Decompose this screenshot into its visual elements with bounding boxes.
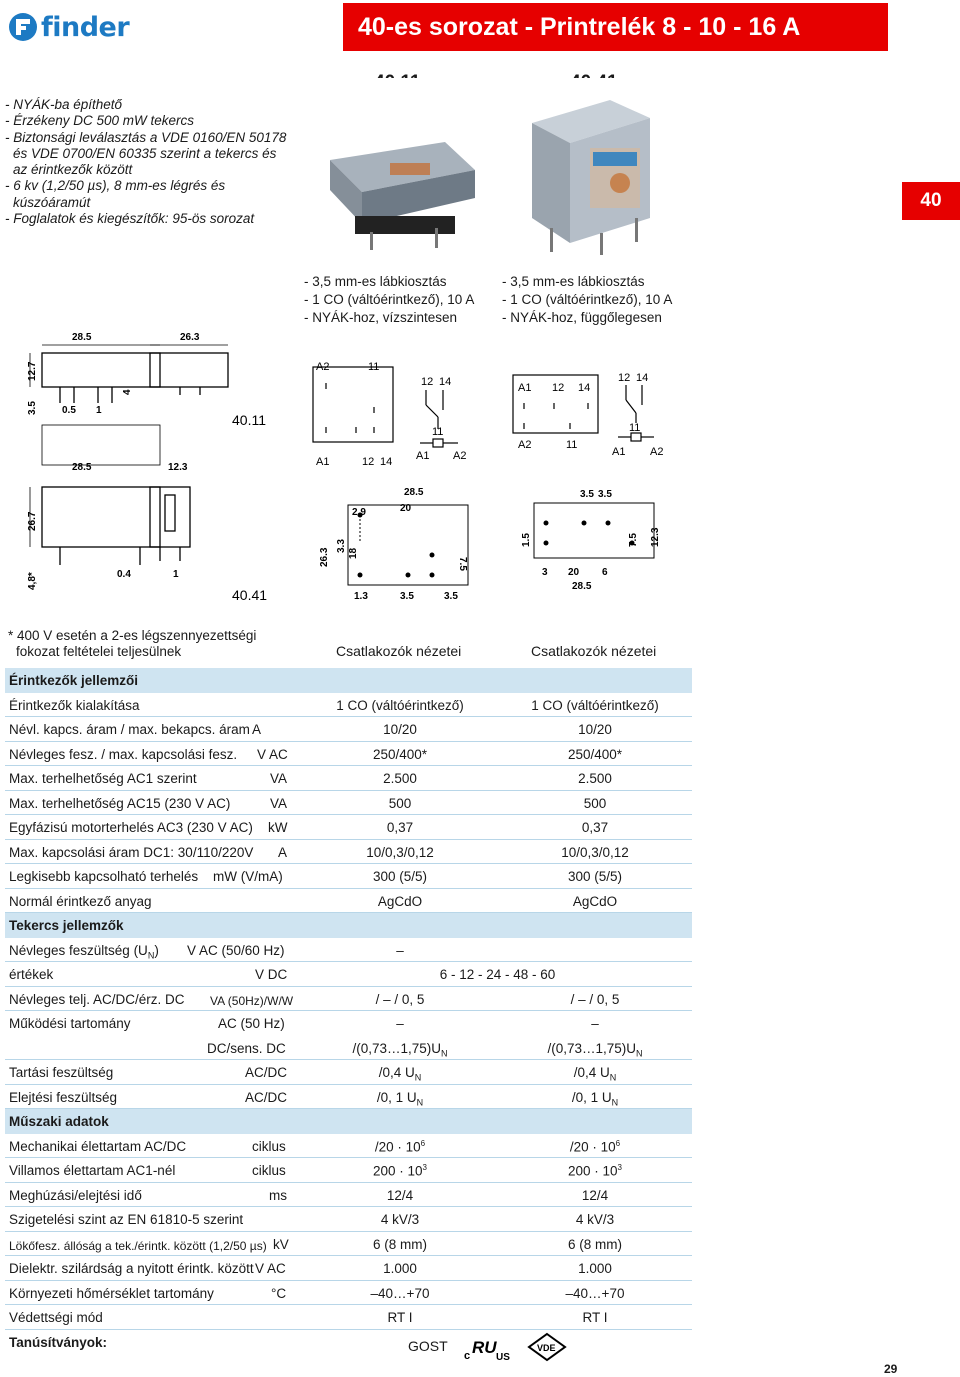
value-text: 200 · 10 xyxy=(373,1163,423,1179)
value-text: /(0,73…1,75)U xyxy=(352,1040,442,1056)
finder-logo-icon xyxy=(8,12,38,42)
value-40-41: 1.000 xyxy=(578,1261,612,1276)
section-title: Műszaki adatok xyxy=(9,1114,109,1129)
row-label: Mechanikai élettartam AC/DC xyxy=(9,1138,187,1154)
dim-label: 7.5 xyxy=(457,557,468,571)
table-row xyxy=(5,1060,692,1085)
value-40-41: 4 kV/3 xyxy=(575,1212,615,1227)
dim-label: 28.5 xyxy=(404,487,424,498)
row-unit: V AC xyxy=(255,1261,286,1276)
value-40-11: 12/4 xyxy=(386,1187,414,1203)
row-unit: kW xyxy=(268,820,288,835)
value-40-41 xyxy=(495,1065,695,1083)
row-label: Legkisebb kapcsolható terhelés xyxy=(9,869,199,884)
superscript: 3 xyxy=(422,1163,427,1172)
value-40-41 xyxy=(495,1139,695,1155)
value-40-41: / – / 0, 5 xyxy=(570,991,620,1007)
feature-item: az érintkezők között xyxy=(13,162,133,178)
value-40-11: / – / 0, 5 xyxy=(375,991,425,1007)
terminal-label: A1 xyxy=(518,382,532,394)
table-row xyxy=(5,938,692,963)
dim-label: 12.3 xyxy=(650,527,661,547)
row-label: Dielektr. szilárdság a nyitott érintk. között xyxy=(9,1261,254,1276)
value-40-11 xyxy=(300,1065,500,1083)
dim-label: 3.5 xyxy=(598,489,612,500)
value-40-41: 6 (8 mm) xyxy=(568,1236,622,1252)
row-unit: VA xyxy=(270,795,288,811)
section-title: Érintkezők jellemzői xyxy=(9,673,139,688)
terminal-label: A1 xyxy=(612,446,626,458)
value-40-11: 2.500 xyxy=(383,771,417,786)
row-unit: V DC xyxy=(255,967,288,982)
dim-label: 7.5 xyxy=(628,533,639,547)
value-40-11: – xyxy=(396,1016,404,1031)
dim-label: 3.5 xyxy=(27,401,38,415)
row-label: Szigetelési szint az EN 61810-5 szerint xyxy=(9,1212,244,1227)
table-row xyxy=(5,742,692,767)
value-40-11 xyxy=(300,1041,500,1059)
row-label-text: Névleges feszültség (U xyxy=(9,942,148,958)
schematic-40-11 xyxy=(308,355,493,470)
row-unit: ciklus xyxy=(252,1163,286,1178)
table-row xyxy=(5,1085,692,1110)
value-text: /0, 1 U xyxy=(571,1089,612,1105)
row-unit: °C xyxy=(271,1285,287,1301)
feature-item: - 6 kv (1,2/50 µs), 8 mm-es légrés és xyxy=(5,178,226,194)
svg-text:RU: RU xyxy=(472,1338,497,1357)
value-40-11: 4 kV/3 xyxy=(380,1212,420,1227)
table-row xyxy=(5,1207,692,1232)
terminal-label: 12 xyxy=(552,382,565,394)
dim-label: 26.7 xyxy=(27,511,38,531)
row-label: Max. kapcsolási áram DC1: 30/110/220V xyxy=(9,844,254,860)
value-40-11: 500 xyxy=(388,795,412,811)
subscript: N xyxy=(414,1072,422,1083)
row-label: Egyfázisú motorterhelés AC3 (230 V AC) xyxy=(9,820,253,835)
dimension-drawing-40-41 xyxy=(0,485,300,610)
pin-view-label: Csatlakozók nézetei xyxy=(336,643,462,659)
dim-label: 6 xyxy=(602,567,608,578)
svg-text:c: c xyxy=(464,1350,471,1362)
value-40-41: 10/20 xyxy=(578,722,612,737)
dim-label: 1 xyxy=(96,405,102,416)
feature-item: és VDE 0700/EN 60335 szerint a tekercs és xyxy=(13,145,277,161)
value-40-11: 1 CO (váltóérintkező) xyxy=(336,697,464,713)
vde-text: VDE xyxy=(537,1343,556,1353)
dim-label: 12.3 xyxy=(168,462,188,473)
row-unit: ms xyxy=(269,1187,287,1203)
drawing-model-label: 40.41 xyxy=(232,587,268,603)
row-label: Tartási feszültség xyxy=(9,1065,114,1080)
value-40-41: RT I xyxy=(582,1310,608,1325)
table-row xyxy=(5,1036,692,1061)
superscript: 3 xyxy=(617,1163,622,1172)
value-40-41: 1 CO (váltóérintkező) xyxy=(531,697,659,713)
value-40-11: AgCdO xyxy=(377,893,423,909)
row-unit: AC/DC xyxy=(245,1089,288,1105)
row-label-text: ) xyxy=(154,942,159,958)
row-label: Normál érintkező anyag xyxy=(9,893,152,909)
dim-label: 18 xyxy=(348,547,359,559)
schematic-40-41 xyxy=(508,355,693,470)
dim-label: 1 xyxy=(173,569,179,580)
row-label: Elejtési feszültség xyxy=(9,1089,118,1105)
superscript: 6 xyxy=(615,1138,621,1148)
row-unit: VA (50Hz)/W/W xyxy=(210,993,294,1008)
row-label: Környezeti hőmérséklet tartomány xyxy=(9,1285,214,1301)
table-row xyxy=(5,693,692,718)
dim-label: 28.5 xyxy=(72,332,92,343)
table-row xyxy=(5,1232,692,1257)
row-unit: mW (V/mA) xyxy=(213,869,283,884)
variant-note: - 3,5 mm-es lábkiosztás xyxy=(304,274,447,289)
pcb-layout-40-41 xyxy=(512,483,682,595)
terminal-label: A2 xyxy=(650,446,664,458)
table-row xyxy=(5,1158,692,1183)
ul-mark-icon xyxy=(464,1333,512,1363)
footnote-line: fokozat feltételei teljesülnek xyxy=(16,644,182,659)
value-text: /(0,73…1,75)U xyxy=(547,1040,637,1056)
dim-label: 26.3 xyxy=(319,547,330,567)
table-row xyxy=(5,840,692,865)
subscript: N xyxy=(636,1048,643,1059)
value-40-41: 300 (5/5) xyxy=(567,869,623,884)
ul-country: US xyxy=(496,1352,510,1363)
value-40-11: 300 (5/5) xyxy=(372,869,428,884)
feature-item: kúszóáramút xyxy=(13,194,91,210)
terminal-label: 12 xyxy=(362,456,375,468)
table-row xyxy=(5,889,692,914)
row-label: Max. terhelhetőség AC1 szerint xyxy=(9,771,197,786)
dim-label: 3 xyxy=(542,567,548,578)
dim-label: 1.3 xyxy=(354,591,368,602)
table-row xyxy=(5,1183,692,1208)
row-label: Villamos élettartam AC1-nél xyxy=(9,1163,176,1178)
dim-label: 26.3 xyxy=(180,332,200,343)
subscript: N xyxy=(416,1097,424,1108)
row-unit: A xyxy=(278,844,288,860)
row-label: Működési tartomány xyxy=(9,1016,131,1031)
value-text: /20 · 10 xyxy=(374,1139,421,1154)
section-header xyxy=(5,913,692,938)
value-40-41: 500 xyxy=(583,795,607,811)
value-40-41: 250/400* xyxy=(567,746,623,762)
value-text: /0,4 U xyxy=(378,1065,415,1080)
terminal-label: A1 xyxy=(316,456,330,468)
table-row xyxy=(5,815,692,840)
footnote-line: * 400 V esetén a 2-es légszennyezettségi xyxy=(8,628,257,643)
row-label: Érintkezők kialakítása xyxy=(9,697,140,713)
section-header xyxy=(5,1109,692,1134)
finder-logo xyxy=(8,10,138,44)
terminal-label: A2 xyxy=(316,361,330,373)
row-unit: V AC xyxy=(257,746,288,762)
row-label: Meghúzási/elejtési idő xyxy=(9,1187,142,1203)
page-number: 29 xyxy=(884,1362,898,1376)
value-text: 200 · 10 xyxy=(568,1163,618,1179)
section-title: Tekercs jellemzők xyxy=(9,918,124,933)
value-40-41: 0,37 xyxy=(581,820,609,835)
value-40-11 xyxy=(300,1163,500,1179)
row-label: Névleges fesz. / max. kapcsolási fesz. xyxy=(9,746,238,762)
page-title: 40-es sorozat - Printrelék 8 - 10 - 16 A xyxy=(343,3,888,51)
terminal-label: 11 xyxy=(566,439,578,451)
pin-view-label: Csatlakozók nézetei xyxy=(531,643,657,659)
terminal-label: A1 xyxy=(416,450,430,462)
variant-notes-40-41 xyxy=(502,273,672,327)
variant-note: - 3,5 mm-es lábkiosztás xyxy=(502,274,645,289)
relay-photo xyxy=(300,78,700,258)
gost-mark: GOST xyxy=(408,1338,448,1354)
value-40-11: 0,37 xyxy=(386,820,414,835)
value-40-11: 250/400* xyxy=(372,746,428,762)
subscript: N xyxy=(609,1072,617,1083)
dim-label: 4,8* xyxy=(27,572,38,590)
row-unit: AC (50 Hz) xyxy=(218,1016,285,1031)
row-label xyxy=(9,943,159,961)
value-40-11: 10/0,3/0,12 xyxy=(366,844,434,860)
row-unit: kV xyxy=(273,1236,289,1252)
variant-note: - NYÁK-hoz, vízszintesen xyxy=(304,310,458,325)
value-40-41: 12/4 xyxy=(581,1187,609,1203)
table-row xyxy=(5,962,692,987)
value-40-11 xyxy=(300,1090,500,1108)
dim-label: 1.5 xyxy=(521,533,532,547)
row-label: értékek xyxy=(9,967,54,982)
series-tab: 40 xyxy=(902,182,960,220)
terminal-label: 14 xyxy=(636,372,649,384)
dim-label: 0.4 xyxy=(117,569,131,580)
variant-notes-40-11 xyxy=(304,273,474,327)
dim-label: 3.5 xyxy=(400,591,414,602)
variant-note: - 1 CO (váltóérintkező), 10 A xyxy=(502,292,673,307)
table-row xyxy=(5,717,692,742)
row-unit: VA xyxy=(270,771,288,786)
subscript: N xyxy=(441,1048,448,1059)
table-row xyxy=(5,1330,692,1355)
dim-label: 28.5 xyxy=(72,462,92,473)
row-label: Névl. kapcs. áram / max. bekapcs. áram xyxy=(9,722,250,737)
variant-note: - NYÁK-hoz, függőlegesen xyxy=(502,310,662,325)
terminal-label: 12 xyxy=(618,372,631,384)
value-40-41 xyxy=(495,1090,695,1108)
dim-label: 2.9 xyxy=(352,507,366,518)
row-label: Lökőfesz. állóság a tek./érintk. között (1,2/50 µs) xyxy=(9,1238,267,1253)
row-unit: AC/DC xyxy=(245,1065,288,1080)
row-label: Max. terhelhetőség AC15 (230 V AC) xyxy=(9,795,231,811)
superscript: 6 xyxy=(420,1138,426,1148)
row-label: Névleges telj. AC/DC/érz. DC xyxy=(9,991,185,1007)
table-row xyxy=(5,864,692,889)
row-unit: DC/sens. DC xyxy=(207,1040,286,1056)
subscript: N xyxy=(611,1097,619,1108)
table-row xyxy=(5,1281,692,1306)
terminal-label: 11 xyxy=(368,361,380,373)
feature-list xyxy=(5,97,305,227)
value-40-11: – xyxy=(396,942,404,958)
drawing-model-label: 40.11 xyxy=(232,412,266,428)
value-40-11: 6 (8 mm) xyxy=(373,1236,427,1252)
value-40-41: AgCdO xyxy=(572,893,618,909)
dimension-drawing-40-11 xyxy=(0,325,300,485)
value-40-41: – xyxy=(591,1016,599,1031)
value-text: /0,4 U xyxy=(573,1065,610,1080)
value-text: /20 · 10 xyxy=(569,1139,616,1154)
dim-label: 28.5 xyxy=(572,581,592,592)
value-40-11: RT I xyxy=(387,1310,413,1325)
row-unit: A xyxy=(252,722,262,737)
footnote xyxy=(8,628,256,660)
dim-label: 20 xyxy=(400,503,412,514)
table-row xyxy=(5,1256,692,1281)
value-40-41: –40…+70 xyxy=(565,1285,625,1301)
value-both: 6 - 12 - 24 - 48 - 60 xyxy=(439,967,556,982)
row-unit: V AC (50/60 Hz) xyxy=(187,942,285,958)
dim-label: 3.5 xyxy=(444,591,458,602)
value-40-11: 10/20 xyxy=(383,722,417,737)
row-unit: ciklus xyxy=(252,1138,286,1154)
terminal-label: 14 xyxy=(578,382,591,394)
value-text: /0, 1 U xyxy=(376,1089,417,1105)
table-row xyxy=(5,791,692,816)
terminal-label: 14 xyxy=(380,456,393,468)
feature-item: - Biztonsági leválasztás a VDE 0160/EN 50178 xyxy=(5,129,287,145)
value-40-11 xyxy=(300,1139,500,1155)
value-40-11: 1.000 xyxy=(383,1261,417,1276)
feature-item: - Érzékeny DC 500 mW tekercs xyxy=(5,113,195,129)
dim-label: 3.5 xyxy=(580,489,594,500)
table-row xyxy=(5,987,692,1012)
table-row xyxy=(5,1305,692,1330)
terminal-label: 11 xyxy=(432,426,444,438)
terminal-label: 12 xyxy=(421,376,434,388)
table-row xyxy=(5,1134,692,1159)
dim-label: 0.5 xyxy=(62,405,76,416)
dim-label: 4 xyxy=(122,389,133,395)
table-row xyxy=(5,766,692,791)
value-40-41 xyxy=(495,1163,695,1179)
value-40-41: 2.500 xyxy=(578,771,612,786)
row-label: Tanúsítványok: xyxy=(9,1334,108,1350)
subscript: N xyxy=(147,950,155,961)
value-40-41: 10/0,3/0,12 xyxy=(561,844,629,860)
value-40-41 xyxy=(495,1041,695,1059)
section-header xyxy=(5,668,692,693)
terminal-label: A2 xyxy=(453,450,467,462)
feature-item: - Foglalatok és kiegészítők: 95-ös sorozat xyxy=(5,211,255,227)
row-label: Védettségi mód xyxy=(9,1310,103,1325)
table-row xyxy=(5,1011,692,1036)
terminal-label: 14 xyxy=(439,376,452,388)
terminal-label: 11 xyxy=(629,422,641,434)
dim-label: 12.7 xyxy=(27,361,38,381)
pcb-layout-40-11 xyxy=(310,483,480,605)
feature-item: - NYÁK-ba építhető xyxy=(5,97,123,112)
variant-note: - 1 CO (váltóérintkező), 10 A xyxy=(304,292,475,307)
dim-label: 20 xyxy=(568,567,580,578)
vde-mark-icon xyxy=(527,1332,567,1362)
value-40-11: –40…+70 xyxy=(370,1285,430,1301)
brand-name: finder xyxy=(41,11,130,43)
terminal-label: A2 xyxy=(518,439,532,451)
dim-label: 3.3 xyxy=(336,539,347,553)
